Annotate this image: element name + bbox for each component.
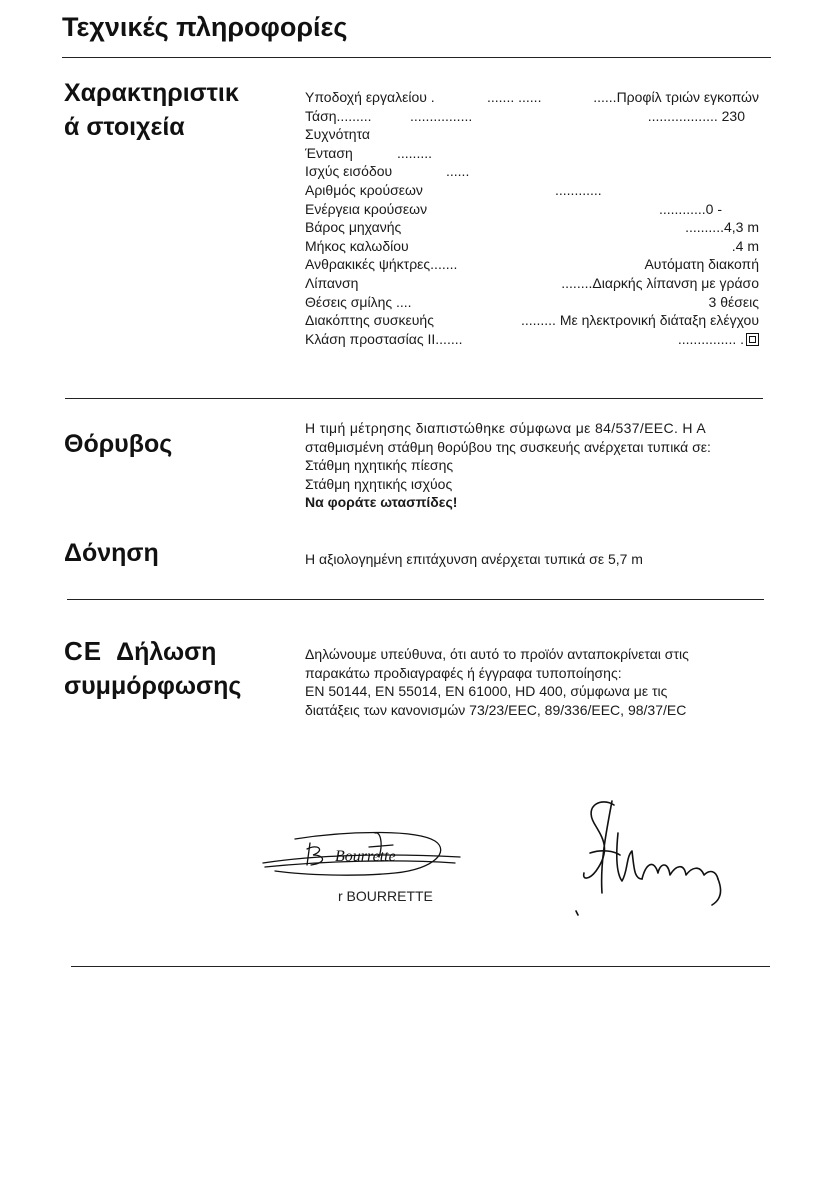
spec-label: Αριθμός κρούσεων bbox=[305, 181, 423, 198]
ce-mark-icon: CE bbox=[64, 636, 103, 666]
specs-table bbox=[305, 88, 759, 348]
specs-heading-line1: Χαρακτηριστικ bbox=[64, 79, 239, 107]
conformity-heading bbox=[64, 634, 241, 703]
signatory-name: r BOURRETTE bbox=[338, 888, 433, 904]
spec-row bbox=[305, 144, 759, 163]
spec-value: ........Διαρκής λίπανση με γράσο bbox=[561, 274, 759, 291]
noise-line: Η τιμή μέτρησης διαπιστώθηκε σύμφωνα με 84/537/EEC. Η Α bbox=[305, 420, 707, 436]
spec-row bbox=[305, 162, 759, 181]
conformity-line: EN 50144, EN 55014, EN 61000, HD 400, σύμφωνα με τις bbox=[305, 683, 668, 700]
spec-dots: ....... ...... bbox=[487, 89, 542, 105]
specs-heading-line2: ά στοιχεία bbox=[64, 113, 185, 141]
spec-row bbox=[305, 311, 759, 330]
vibration-text: Η αξιολογημένη επιτάχυνση ανέρχεται τυπικά σε 5,7 m bbox=[305, 551, 643, 567]
spec-label: Λίπανση bbox=[305, 274, 359, 291]
spec-value: 3 θέσεις bbox=[708, 293, 759, 310]
spec-row bbox=[305, 330, 759, 349]
spec-value-group bbox=[678, 330, 759, 349]
spec-row bbox=[305, 237, 759, 256]
vibration-heading: Δόνηση bbox=[64, 539, 159, 567]
spec-value: .4 m bbox=[731, 237, 759, 254]
spec-value: ......Προφίλ τριών εγκοπών bbox=[593, 89, 759, 105]
noise-line: Στάθμη ηχητικής πίεσης bbox=[305, 457, 454, 474]
noise-text bbox=[305, 419, 767, 512]
spec-value: ............... . bbox=[677, 330, 744, 347]
conformity-heading-line1: Δήλωση bbox=[116, 638, 217, 666]
noise-line: Στάθμη ηχητικής ισχύος bbox=[305, 475, 453, 492]
spec-dots: ............ bbox=[555, 181, 602, 198]
spec-label: Βάρος μηχανής bbox=[305, 219, 402, 236]
spec-row bbox=[305, 125, 759, 144]
spec-value: ............0 - bbox=[658, 200, 722, 217]
spec-value: ......... Με ηλεκτρονική διάταξη ελέγχου bbox=[520, 312, 759, 329]
spec-label: Διακόπτης συσκευής bbox=[305, 312, 434, 329]
ear-protection-warning: Να φοράτε ωτασπίδες! bbox=[305, 494, 458, 511]
signature-right bbox=[572, 793, 742, 918]
spec-label: Ενέργεια κρούσεων bbox=[305, 200, 428, 217]
spec-dots: ................ bbox=[410, 107, 473, 124]
conformity-text bbox=[305, 645, 689, 719]
spec-row bbox=[305, 200, 759, 219]
conformity-line: διατάξεις των κανονισμών 73/23/EEC, 89/336/EEC, 98/37/EC bbox=[305, 701, 687, 718]
divider bbox=[62, 57, 771, 58]
spec-label: Μήκος καλωδίου bbox=[305, 237, 409, 254]
spec-value: ..........4,3 m bbox=[685, 219, 759, 236]
conformity-heading-line1-row bbox=[64, 634, 241, 669]
spec-row bbox=[305, 181, 759, 200]
spec-row bbox=[305, 255, 759, 274]
conformity-line: Δηλώνουμε υπεύθυνα, ότι αυτό το προϊόν ανταποκρίνεται στις bbox=[305, 646, 689, 662]
spec-row bbox=[305, 293, 759, 312]
spec-label: Ισχύς εισόδου bbox=[305, 163, 393, 180]
divider bbox=[71, 966, 770, 967]
conformity-heading-line2: συμμόρφωσης bbox=[64, 672, 242, 700]
spec-label: Υποδοχή εργαλείου . bbox=[305, 89, 435, 105]
spec-row bbox=[305, 218, 759, 237]
specs-heading bbox=[64, 76, 239, 144]
spec-label: Ανθρακικές ψήκτρες....... bbox=[305, 256, 458, 273]
conformity-line: παρακάτω προδιαγραφές ή έγγραφα τυποποίησης: bbox=[305, 664, 622, 681]
spec-label: Ένταση bbox=[305, 144, 353, 161]
signature-bourrette bbox=[255, 825, 470, 885]
spec-label: Συχνότητα bbox=[305, 126, 370, 143]
spec-value: .................. 230 bbox=[647, 107, 745, 124]
spec-row bbox=[305, 107, 759, 126]
spec-label: Κλάση προστασίας II....... bbox=[305, 330, 463, 347]
spec-row bbox=[305, 274, 759, 293]
spec-label: Θέσεις σμίλης .... bbox=[305, 293, 412, 310]
divider bbox=[65, 398, 763, 399]
noise-heading: Θόρυβος bbox=[64, 430, 173, 458]
spec-dots: ......... bbox=[397, 144, 433, 161]
double-insulation-icon bbox=[746, 333, 759, 346]
noise-line: σταθμισμένη στάθμη θορύβου της συσκευής ανέρχεται τυπικά σε: bbox=[305, 438, 711, 455]
spec-value: Αυτόματη διακοπή bbox=[644, 256, 759, 273]
divider bbox=[67, 599, 764, 600]
page-title: Τεχνικές πληροφορίες bbox=[62, 12, 348, 42]
spec-dots: ...... bbox=[446, 163, 470, 180]
signature-bourrette-text: Bourrette bbox=[335, 848, 396, 865]
spec-row bbox=[305, 88, 759, 107]
spec-label: Τάση......... bbox=[305, 107, 372, 124]
